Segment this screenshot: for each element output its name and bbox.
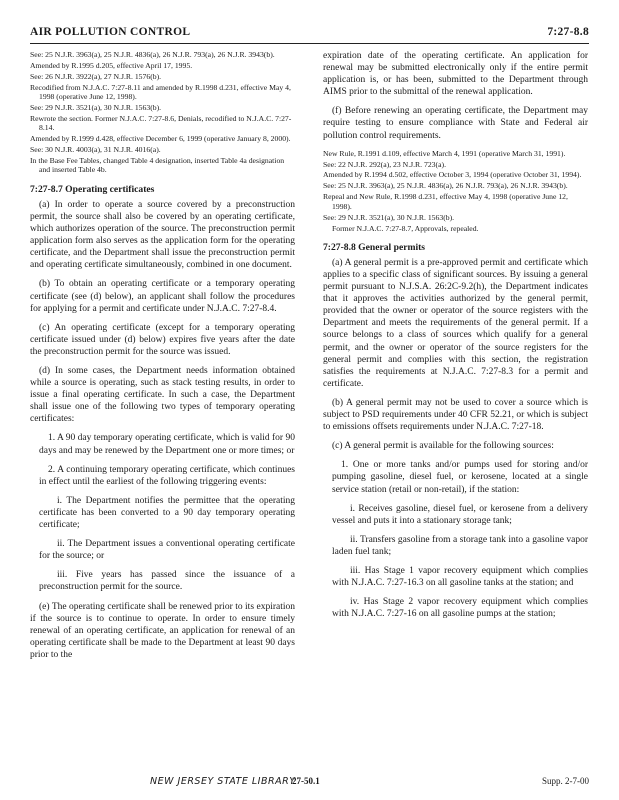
paragraph: 1. One or more tanks and/or pumps used for storing and/or pumping gasoline, diesel fuel, or kerosene, located at a single service station (retail or non-retail), if the station: <box>332 460 588 495</box>
history-note: Recodified from N.J.A.C. 7:27-8.11 and amended by R.1998 d.231, effective May 4, 1998 (operative June 12, 1998). <box>30 82 291 102</box>
history-note: See: 29 N.J.R. 3521(a), 30 N.J.R. 1563(b). <box>323 212 455 222</box>
history-note: In the Base Fee Tables, changed Table 4 designation, inserted Table 4a designation and inserted Table 4b. <box>30 156 285 175</box>
history-note: Former N.J.A.C. 7:27-8.7, Approvals, repealed. <box>332 223 479 233</box>
history-note: See: 30 N.J.R. 4003(a), 31 N.J.R. 4016(a). <box>30 145 161 155</box>
history-note: New Rule, R.1991 d.109, effective March 4, 1991 (operative March 31, 1991). <box>323 148 566 158</box>
paragraph: (b) A general permit may not be used to cover a source which is subject to PSD requirements under 40 CFR 52.21, or which is subject to emissions offsets requirements under N.J.A.C. 7:27-18. <box>323 397 588 433</box>
paragraph: (f) Before renewing an operating certificate, the Department may require testing to ensure compliance with State and Federal air pollution control requirements. <box>323 106 588 141</box>
history-notes-mid <box>323 149 588 233</box>
paragraph: iii. Has Stage 1 vapor recovery equipment which complies with N.J.A.C. 7:27-16.3 on all gasoline tanks at the station; and <box>332 565 588 589</box>
running-header <box>30 26 589 42</box>
paragraph: ii. Transfers gasoline from a storage tank into a gasoline vapor laden fuel tank; <box>332 534 588 557</box>
paragraph: ii. The Department issues a conventional operating certificate for the source; or <box>39 539 295 562</box>
supplement-date: Supp. 2-7-00 <box>542 776 589 786</box>
paragraph: (a) In order to operate a source covered by a preconstruction permit, the source shall also be covered by an operating certificate, which authorizes operation of the source. The preconstruction permit application form also serves as the application form for the operating certificate, and the Department shall issue the preconstruction permit and operating certificate simultaneously, combined in one document. <box>30 199 295 271</box>
history-note: See: 26 N.J.R. 3922(a), 27 N.J.R. 1576(b). <box>30 71 162 81</box>
paragraph: i. Receives gasoline, diesel fuel, or kerosene from a delivery vessel and puts it into a stationary storage tank; <box>332 503 588 526</box>
history-notes-top <box>30 50 295 175</box>
paragraph: (e) The operating certificate shall be renewed prior to its expiration if the source is to continue to operate. In order to ensure timely renewal of an operating certificate, an application for renewal of an operating certificate shall be made to the Department at least 90 days prior to the <box>30 601 295 660</box>
paragraph: (d) In some cases, the Department needs information obtained while a source is operating, such as stack testing results, in order to issue a final operating certificate. In such a case, the Department shall issue one of the following two types of temporary operating certificates: <box>30 366 295 425</box>
history-note: Amended by R.1999 d.428, effective December 6, 1999 (operative January 8, 2000). <box>30 134 291 144</box>
paragraph: (b) To obtain an operating certificate or a temporary operating certificate (see (d) below), an applicant shall follow the procedures for applying for a permit and certificate under N.J.A.C. 7:27-8.4. <box>30 279 295 314</box>
page-number: 27-50.1 <box>292 776 320 786</box>
paragraph: 2. A continuing temporary operating certificate, which continues in effect until the earliest of the following triggering events: <box>39 464 295 487</box>
history-note: Rewrote the section. Former N.J.A.C. 7:27-8.6, Denials, recodified to N.J.A.C. 7:27-8.14. <box>30 113 292 133</box>
paragraph: i. The Department notifies the permittee that the operating certificate has been converted to a 90 day temporary operating certificate; <box>39 495 295 531</box>
section-heading: 7:27-8.7 Operating certificates <box>30 183 155 195</box>
paragraph: (c) A general permit is available for the following sources: <box>332 441 554 452</box>
history-note: See: 25 N.J.R. 3963(a), 25 N.J.R. 4836(a), 26 N.J.R. 793(a), 26 N.J.R. 3943(b). <box>30 50 275 59</box>
right-column <box>323 50 588 627</box>
page-footer <box>30 776 589 790</box>
paragraph: (a) A general permit is a pre-approved permit and certificate which applies to a specific class of significant sources. By issuing a general permit pursuant to N.J.S.A. 26:2C-9.2(h), the Department indicates that it approves the activities authorized by the general permit, provided that the owner or operator of the source registers with the Department and meets the requirements of the general permit. If a source belongs to a class of sources which qualify for a general permit, and the owner or operator of the source registers for the general permit and complies with this section, the registration satisfies the requirements at N.J.A.C. 7:27-8.3 for a permit and certificate. <box>323 257 588 389</box>
history-note: See: 22 N.J.R. 292(a), 23 N.J.R. 723(a). <box>323 159 446 169</box>
history-note: See: 29 N.J.R. 3521(a), 30 N.J.R. 1563(b). <box>30 103 162 113</box>
paragraph: (c) An operating certificate (except for a temporary operating certificate issued under (d) below) expires five years after the date the preconstruction permit for the source was issued. <box>30 322 295 357</box>
header-section: 7:27-8.8 <box>547 26 589 38</box>
paragraph: iii. Five years has passed since the issuance of a preconstruction permit for the source. <box>39 570 295 593</box>
paragraph: iv. Has Stage 2 vapor recovery equipment which complies with N.J.A.C. 7:27-16 on all gasoline pumps at the station; <box>332 597 588 620</box>
header-title: AIR POLLUTION CONTROL <box>30 26 191 38</box>
history-note: Amended by R.1995 d.205, effective April 17, 1995. <box>30 60 193 70</box>
paragraph: expiration date of the operating certificate. An application for renewal may be submitted electronically only if the entire permit application is, or has been, submitted to the Department through AIMS prior to the submittal of the renewal application. <box>323 51 588 98</box>
history-note: Repeal and New Rule, R.1998 d.231, effective May 4, 1998 (operative June 12, 1998). <box>323 192 568 211</box>
library-stamp: NEW JERSEY STATE LIBRARY <box>150 776 296 787</box>
history-note: See: 25 N.J.R. 3963(a), 25 N.J.R. 4836(a), 26 N.J.R. 793(a), 26 N.J.R. 3943(b). <box>323 181 568 191</box>
history-note: Amended by R.1994 d.502, effective October 3, 1994 (operative October 31, 1994). <box>323 170 582 180</box>
header-rule <box>30 43 589 44</box>
left-column <box>30 50 295 668</box>
section-heading: 7:27-8.8 General permits <box>323 241 426 253</box>
paragraph: 1. A 90 day temporary operating certificate, which is valid for 90 days and may be renewed by the Department one or more times; or <box>39 433 295 456</box>
